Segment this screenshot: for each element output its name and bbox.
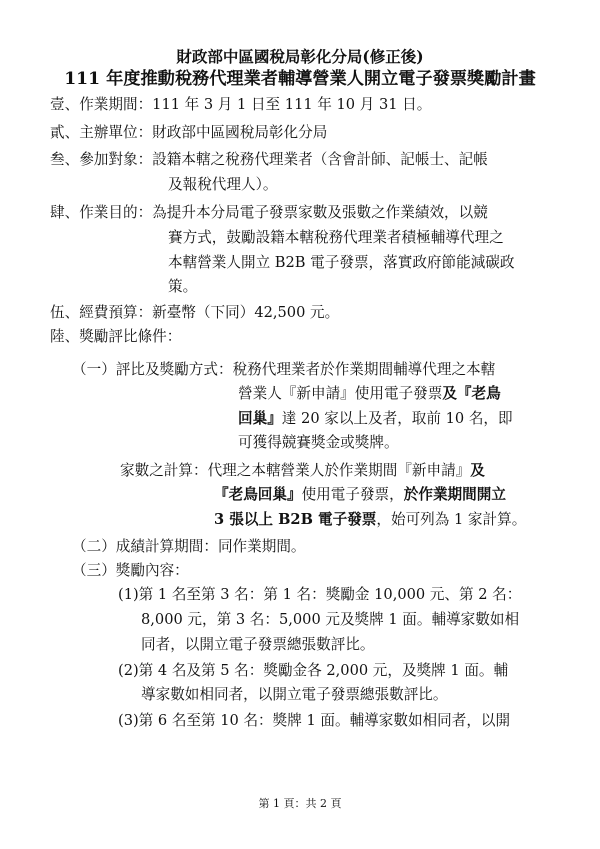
plan-title: 111 年度推動稅務代理業者輔導營業人開立電子發票獎勵計畫 bbox=[64, 69, 536, 89]
count-rule-line3 bbox=[214, 511, 526, 529]
criteria-method-line3-text: 達 20 家以上及者，取前 10 名，即 bbox=[281, 410, 513, 427]
page-number: 第 1 頁：共 2 頁 bbox=[258, 797, 342, 810]
count-rule-line2-text: 使用電子發票， bbox=[301, 486, 404, 503]
section-participants-line2: 及報稅代理人）。 bbox=[168, 176, 278, 193]
count-rule-line3-text: ，始可列為 1 家計算。 bbox=[376, 511, 527, 528]
section-participants-line1: 叁、參加對象：設籍本轄之稅務代理業者（含會計師、記帳士、記帳 bbox=[50, 151, 488, 168]
reward-2-line1: (2)第 4 名及第 5 名：獎勵金各 2,000 元，及獎牌 1 面。輔 bbox=[118, 662, 509, 679]
org-title: 財政部中區國稅局彰化分局(修正後) bbox=[176, 47, 424, 66]
reward-1-line1: (1)第 1 名至第 3 名：第 1 名：獎勵金 10,000 元、第 2 名： bbox=[118, 586, 522, 603]
count-rule-line1-bold: 及 bbox=[470, 462, 485, 479]
section-purpose-line4: 策。 bbox=[168, 278, 198, 295]
section-criteria-heading: 陸、獎勵評比條件： bbox=[50, 328, 182, 345]
criteria-reward-heading: （三）獎勵內容： bbox=[72, 562, 189, 579]
count-rule-line2 bbox=[214, 486, 506, 504]
reward-3-line1: (3)第 6 名至第 10 名：獎牌 1 面。輔導家數如相同者，以開 bbox=[118, 712, 511, 729]
reward-2-line2: 導家數如相同者，以開立電子發票總張數評比。 bbox=[141, 686, 448, 703]
count-rule-line2-bold: 『老鳥回巢』 bbox=[214, 486, 302, 503]
criteria-method-line1: （一）評比及獎勵方式：稅務代理業者於作業期間輔導代理之本轄 bbox=[72, 361, 496, 378]
reward-1-line2: 8,000 元，第 3 名：5,000 元及獎牌 1 面。輔導家數如相 bbox=[141, 611, 520, 628]
section-work-period: 壹、作業期間：111 年 3 月 1 日至 111 年 10 月 31 日。 bbox=[50, 96, 432, 113]
count-rule-line1-text: 家數之計算：代理之本轄營業人於作業期間『新申請』 bbox=[120, 462, 471, 479]
section-purpose-line2: 賽方式，鼓勵設籍本轄稅務代理業者積極輔導代理之 bbox=[168, 229, 504, 246]
section-budget: 伍、經費預算：新臺幣（下同）42,500 元。 bbox=[50, 304, 340, 321]
criteria-method-line2 bbox=[238, 385, 501, 403]
count-rule-line1 bbox=[120, 462, 485, 480]
section-organizer: 貳、主辦單位：財政部中區國稅局彰化分局 bbox=[50, 124, 328, 141]
reward-1-line3: 同者，以開立電子發票總張數評比。 bbox=[141, 636, 375, 653]
criteria-scoring-period: （二）成績計算期間：同作業期間。 bbox=[72, 538, 306, 555]
criteria-method-line2-bold: 及『老鳥 bbox=[442, 385, 501, 402]
section-purpose-line3: 本轄營業人開立 B2B 電子發票，落實政府節能減碳政 bbox=[168, 254, 515, 271]
criteria-method-line4: 可獲得競賽獎金或獎牌。 bbox=[238, 434, 399, 451]
criteria-method-line3-bold: 回巢』 bbox=[238, 410, 282, 427]
criteria-method-line3 bbox=[238, 410, 513, 428]
criteria-method-line2-text: 營業人『新申請』使用電子發票 bbox=[238, 385, 443, 402]
count-rule-line3-bold: 3 張以上 B2B 電子發票 bbox=[214, 511, 377, 528]
count-rule-line2-bold2: 於作業期間開立 bbox=[403, 486, 506, 503]
section-purpose-line1: 肆、作業目的：為提升本分局電子發票家數及張數之作業績效，以競 bbox=[50, 204, 488, 221]
